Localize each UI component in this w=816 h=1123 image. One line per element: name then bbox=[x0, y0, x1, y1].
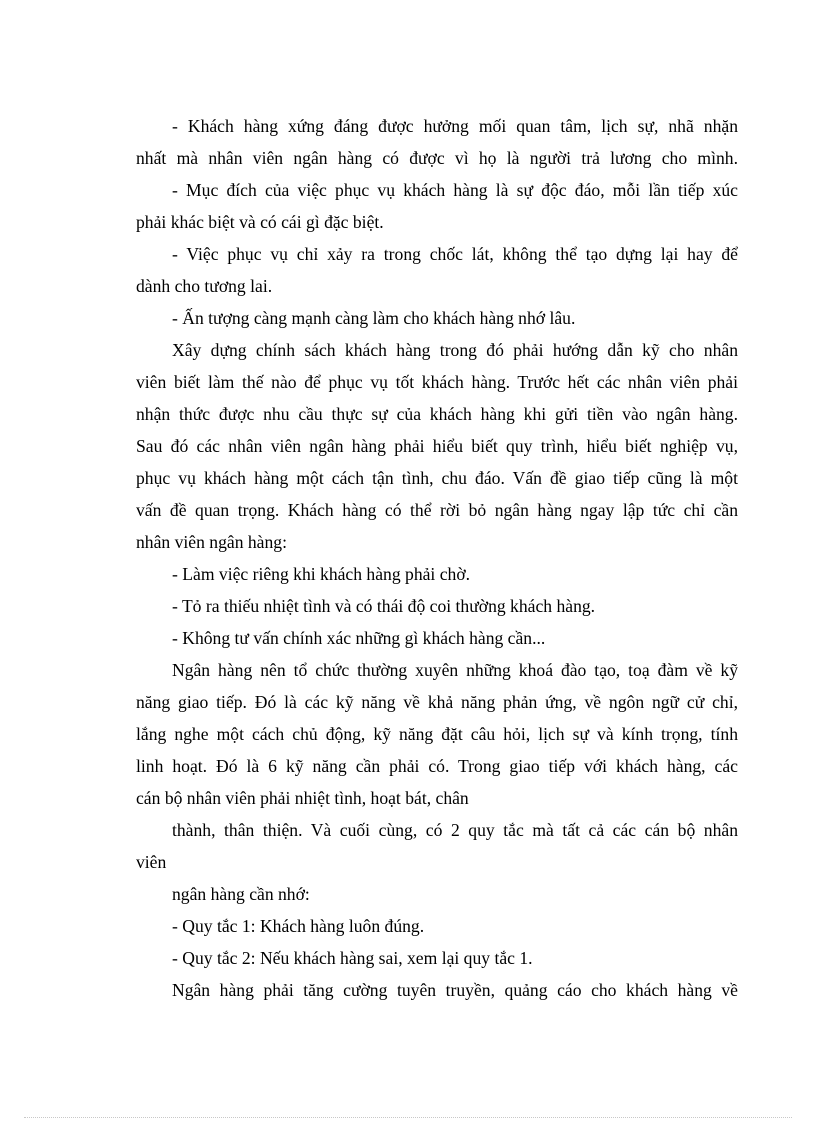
text-line: Xây dựng chính sách khách hàng trong đó phải hướng dẫn kỹ cho nhân bbox=[172, 340, 738, 360]
text-line: nhất mà nhân viên ngân hàng có được vì họ là người trả lương cho mình. bbox=[136, 148, 738, 168]
text-line: - Quy tắc 2: Nếu khách hàng sai, xem lại quy tắc 1. bbox=[172, 948, 533, 968]
text-line: vấn đề quan trọng. Khách hàng có thể rời bỏ ngân hàng ngay lập tức chỉ cần bbox=[136, 500, 738, 520]
text-line: năng giao tiếp. Đó là các kỹ năng về khả năng phản ứng, về ngôn ngữ cử chỉ, bbox=[136, 692, 738, 712]
text-line: - Khách hàng xứng đáng được hưởng mối quan tâm, lịch sự, nhã nhặn bbox=[172, 116, 738, 136]
text-line: - Quy tắc 1: Khách hàng luôn đúng. bbox=[172, 916, 425, 936]
text-line: cán bộ nhân viên phải nhiệt tình, hoạt bát, chân bbox=[136, 788, 469, 808]
text-line: dành cho tương lai. bbox=[136, 276, 273, 296]
text-line: Ngân hàng nên tổ chức thường xuyên những khoá đào tạo, toạ đàm về kỹ bbox=[172, 660, 738, 680]
page-bottom-divider bbox=[24, 1117, 792, 1118]
text-line: viên bbox=[136, 852, 167, 872]
text-line: - Không tư vấn chính xác những gì khách hàng cần... bbox=[172, 628, 546, 648]
text-line: thành, thân thiện. Và cuối cùng, có 2 quy tắc mà tất cả các cán bộ nhân bbox=[172, 820, 738, 840]
text-line: Sau đó các nhân viên ngân hàng phải hiểu biết quy trình, hiểu biết nghiệp vụ, bbox=[136, 436, 738, 456]
text-line: linh hoạt. Đó là 6 kỹ năng cần phải có. Trong giao tiếp với khách hàng, các bbox=[136, 756, 738, 776]
text-line: nhân viên ngân hàng: bbox=[136, 532, 287, 552]
text-line: lắng nghe một cách chủ động, kỹ năng đặt câu hỏi, lịch sự và kính trọng, tính bbox=[136, 724, 738, 744]
text-line: ngân hàng cần nhớ: bbox=[172, 884, 310, 904]
text-line: phục vụ khách hàng một cách tận tình, chu đáo. Vấn đề giao tiếp cũng là một bbox=[136, 468, 738, 488]
text-line: nhận thức được nhu cầu thực sự của khách hàng khi gửi tiền vào ngân hàng. bbox=[136, 404, 738, 424]
text-line: - Ấn tượng càng mạnh càng làm cho khách hàng nhớ lâu. bbox=[172, 308, 576, 328]
text-line: viên biết làm thế nào để phục vụ tốt khách hàng. Trước hết các nhân viên phải bbox=[136, 372, 738, 392]
text-line: - Việc phục vụ chỉ xảy ra trong chốc lát, không thể tạo dựng lại hay để bbox=[172, 244, 738, 264]
text-line: - Mục đích của việc phục vụ khách hàng là sự độc đáo, mỗi lần tiếp xúc bbox=[172, 180, 738, 200]
text-line: phải khác biệt và có cái gì đặc biệt. bbox=[136, 212, 384, 232]
text-line: - Tỏ ra thiếu nhiệt tình và có thái độ coi thường khách hàng. bbox=[172, 596, 596, 616]
text-line: Ngân hàng phải tăng cường tuyên truyền, quảng cáo cho khách hàng về bbox=[172, 980, 738, 1000]
text-line: - Làm việc riêng khi khách hàng phải chờ. bbox=[172, 564, 471, 584]
